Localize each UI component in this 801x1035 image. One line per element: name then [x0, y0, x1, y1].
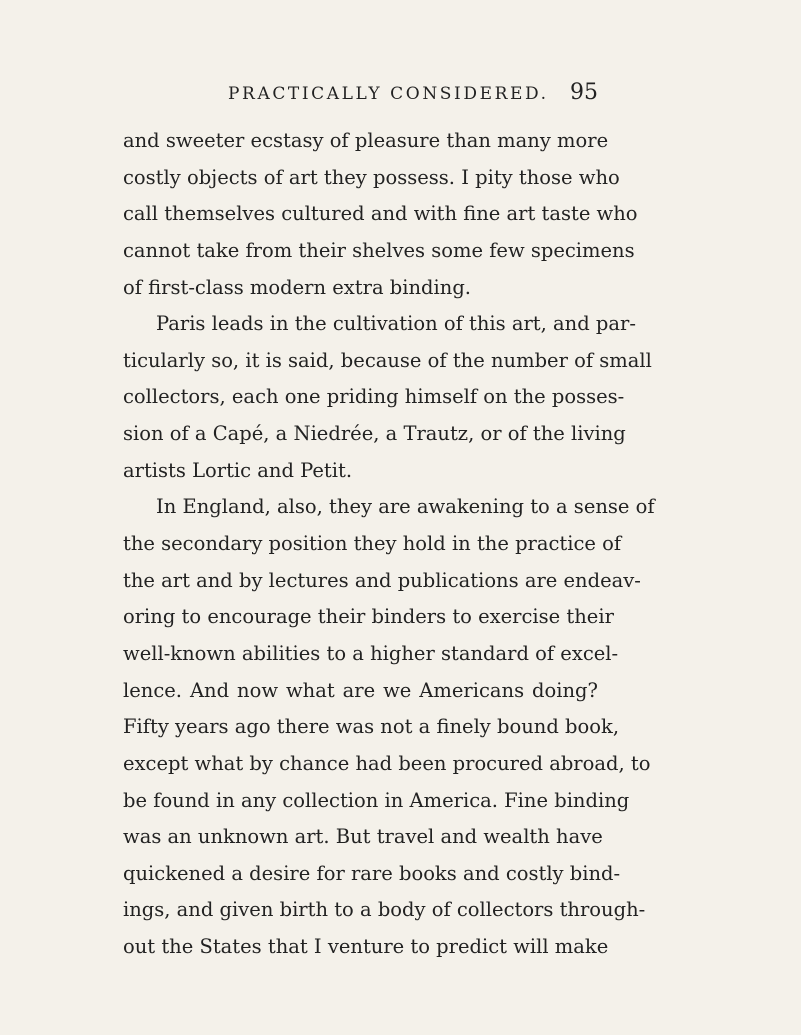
text-line: sion of a Capé, a Niedrée, a Trautz, or of the living: [123, 422, 626, 446]
text-line: lence. And now what are we Americans doing?: [123, 678, 598, 702]
text-line: artists Lortic and Petit.: [123, 458, 353, 482]
running-title: PRACTICALLY CONSIDERED.: [228, 84, 549, 104]
text-line: Fifty years ago there was not a finely bound book,: [123, 715, 620, 739]
text-line: ticularly so, it is said, because of the number of small: [123, 348, 652, 372]
running-head: [123, 80, 598, 110]
text-line: be found in any collection in America. Fine binding: [123, 788, 630, 812]
text-line: except what by chance had been procured abroad, to: [123, 751, 651, 775]
text-line: well-known abilities to a higher standard of excel-: [123, 641, 619, 665]
text-line: of first-class modern extra binding.: [123, 275, 472, 299]
text-line: oring to encourage their binders to exercise their: [123, 605, 614, 629]
text-line: the secondary position they hold in the practice of: [123, 532, 622, 556]
text-line: cannot take from their shelves some few specimens: [123, 238, 635, 262]
text-line: costly objects of art they possess. I pity those who: [123, 165, 620, 189]
text-line: In England, also, they are awakening to a sense of: [156, 495, 655, 519]
page-number: 95: [570, 80, 598, 105]
text-line: call themselves cultured and with fine art taste who: [123, 202, 638, 226]
text-line: quickened a desire for rare books and costly bind-: [123, 861, 621, 885]
text-line: was an unknown art. But travel and wealth have: [123, 825, 603, 849]
text-line: ings, and given birth to a body of collectors through-: [123, 898, 646, 922]
body-text: [123, 123, 655, 966]
text-line: out the States that I venture to predict will make: [123, 935, 609, 959]
text-line: collectors, each one priding himself on the posses-: [123, 385, 625, 409]
text-line: and sweeter ecstasy of pleasure than many more: [123, 129, 609, 152]
text-line: Paris leads in the cultivation of this art, and par-: [156, 312, 636, 336]
text-line: the art and by lectures and publications are endeav-: [123, 568, 641, 592]
